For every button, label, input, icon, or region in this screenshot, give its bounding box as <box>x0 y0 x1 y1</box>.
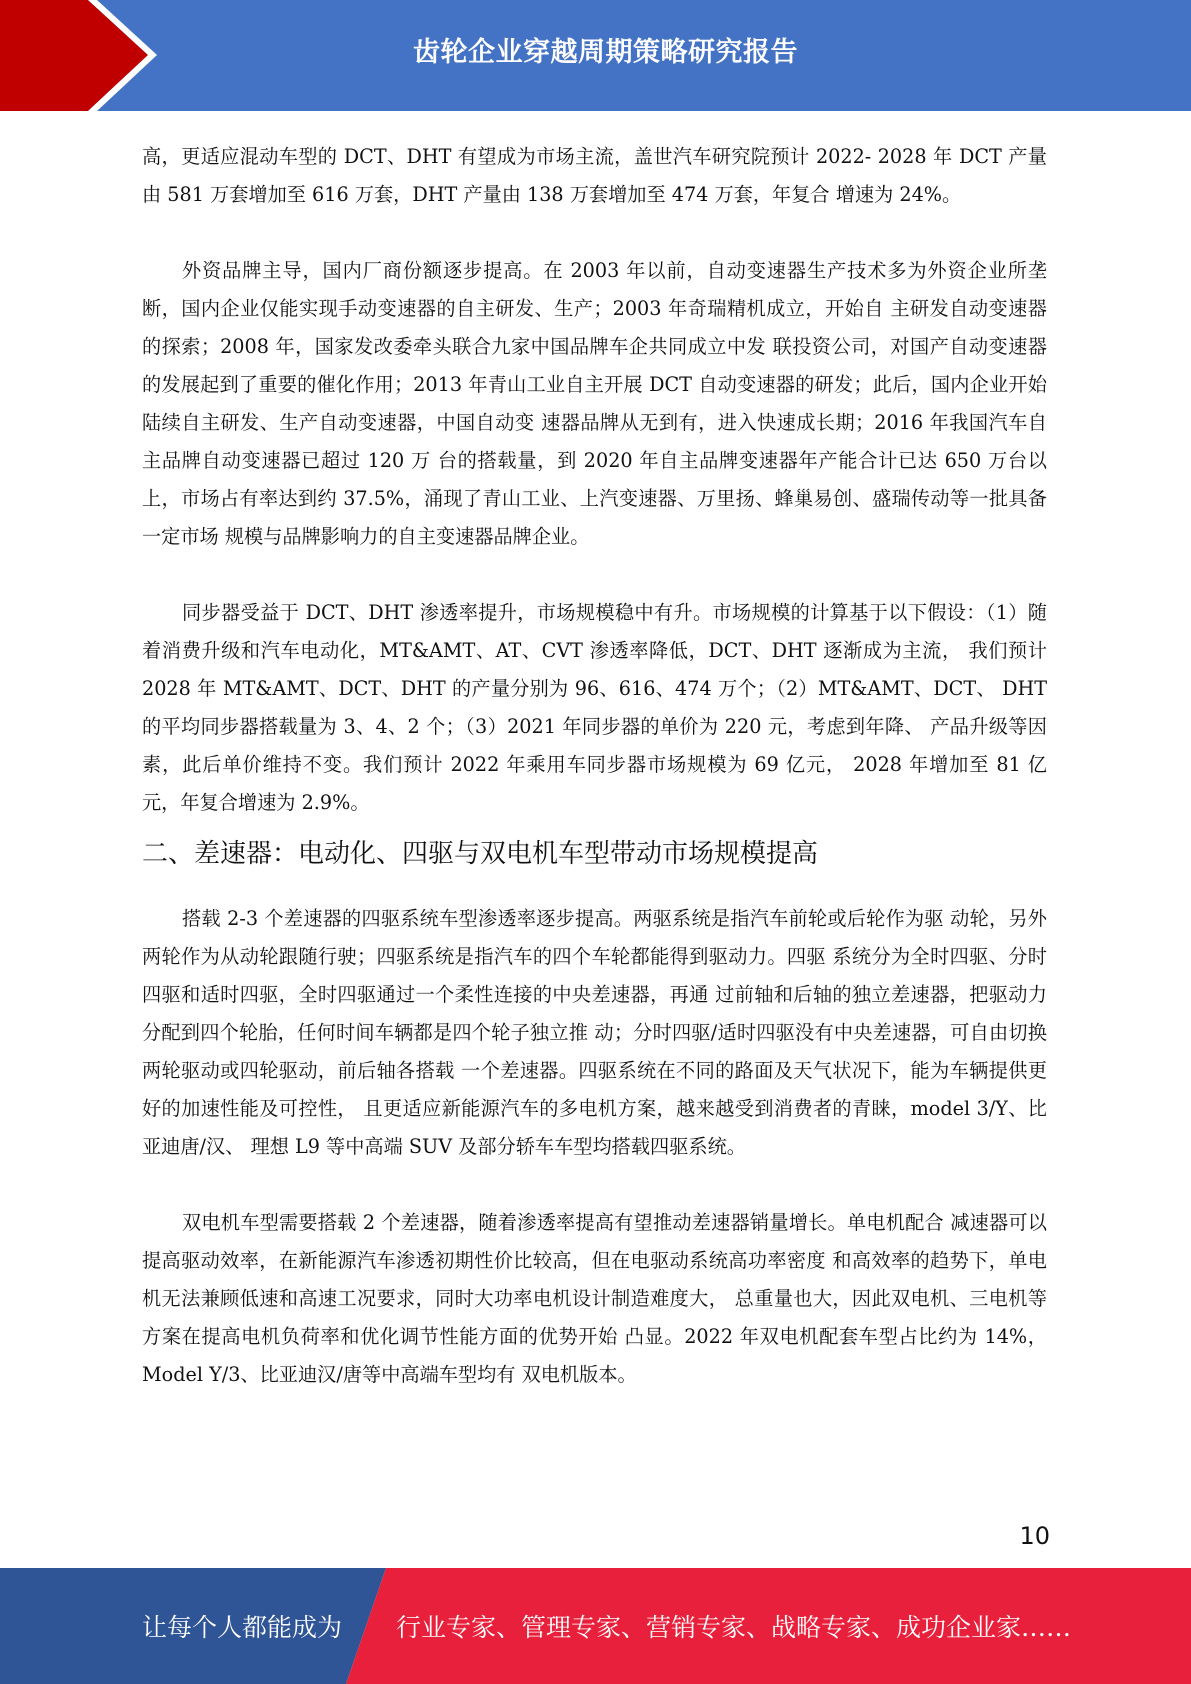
paragraph-domestic-brands: 外资品牌主导，国内厂商份额逐步提高。在 2003 年以前，自动变速器生产技术多为外资企业所垄断，国内企业仅能实现手动变速器的自主研发、生产；2003 年奇瑞精机成立，开始自 主研发自动变速器的探索；2008 年，国家发改委牵头联合九家中国品牌车企共同成立中发 联投资公司，对国产自动变速器的发展起到了重要的催化作用；2013 年青山工业自主开展 DCT 自动变速器的研发；此后，国内企业开始陆续自主研发、生产自动变速器，中国自动变 速器品牌从无到有，进入快速成长期；2016 年我国汽车自主品牌自动变速器已超过 120 万 台的搭载量，到 2020 年自主品牌变速器年产能合计已达 650 万台以上，市场占有率达到约 37.5%，涌现了青山工业、上汽变速器、万里扬、蜂巢易创、盛瑞传动等一批具备一定市场 规模与品牌影响力的自主变速器品牌企业。 <box>142 259 1047 548</box>
paragraph-four-wheel-drive: 搭载 2-3 个差速器的四驱系统车型渗透率逐步提高。两驱系统是指汽车前轮或后轮作为驱 动轮，另外两轮作为从动轮跟随行驶；四驱系统是指汽车的四个车轮都能得到驱动力。四驱 系统分为全时四驱、分时四驱和适时四驱，全时四驱通过一个柔性连接的中央差速器，再通 过前轴和后轴的独立差速器，把驱动力分配到四个轮胎，任何时间车辆都是四个轮子独立推 动；分时四驱/适时四驱没有中央差速器，可自由切换两轮驱动或四轮驱动，前后轴各搭载 一个差速器。四驱系统在不同的路面及天气状况下，能为车辆提供更好的加速性能及可控性， 且更适应新能源汽车的多电机方案，越来越受到消费者的青睐，model 3/Y、比亚迪唐/汉、 理想 L9 等中高端 SUV 及部分轿车车型均搭载四驱系统。 <box>142 907 1047 1158</box>
footer-slogan-left: 让每个人都能成为 <box>142 1613 343 1642</box>
footer-slogan-right: 行业专家、管理专家、营销专家、战略专家、成功企业家…… <box>396 1613 1072 1642</box>
page-footer <box>0 1568 1191 1684</box>
paragraph-synchronizer-market: 同步器受益于 DCT、DHT 渗透率提升，市场规模稳中有升。市场规模的计算基于以下假设：（1）随着消费升级和汽车电动化，MT&AMT、AT、CVT 渗透率降低，DCT、DHT 逐渐成为主流， 我们预计 2028 年 MT&AMT、DCT、DHT 的产量分别为 96、616、474 万个；（2）MT&AMT、DCT、 DHT 的平均同步器搭载量为 3、4、2 个；（3）2021 年同步器的单价为 220 元，考虑到年降、 产品升级等因素，此后单价维持不变。我们预计 2022 年乘用车同步器市场规模为 69 亿元， 2028 年增加至 81 亿元，年复合增速为 2.9%。 <box>142 601 1047 814</box>
paragraph-dct-dht-forecast: 高，更适应混动车型的 DCT、DHT 有望成为市场主流，盖世汽车研究院预计 2022- 2028 年 DCT 产量由 581 万套增加至 616 万套，DHT 产量由 138 万套增加至 474 万套，年复合 增速为 24%。 <box>142 145 1047 206</box>
report-title: 齿轮企业穿越周期策略研究报告 <box>413 37 798 68</box>
section-heading-differential: 二、差速器：电动化、四驱与双电机车型带动市场规模提高 <box>142 839 819 869</box>
page-number: 10 <box>1019 1522 1050 1550</box>
paragraph-dual-motor: 双电机车型需要搭载 2 个差速器，随着渗透率提高有望推动差速器销量增长。单电机配合 减速器可以提高驱动效率，在新能源汽车渗透初期性价比较高，但在电驱动系统高功率密度 和高效率的趋势下，单电机无法兼顾低速和高速工况要求，同时大功率电机设计制造难度大， 总重量也大，因此双电机、三电机等方案在提高电机负荷率和优化调节性能方面的优势开始 凸显。2022 年双电机配套车型占比约为 14%，Model Y/3、比亚迪汉/唐等中高端车型均有 双电机版本。 <box>142 1211 1047 1386</box>
page-header <box>0 0 1191 111</box>
document-body <box>142 138 1047 1394</box>
